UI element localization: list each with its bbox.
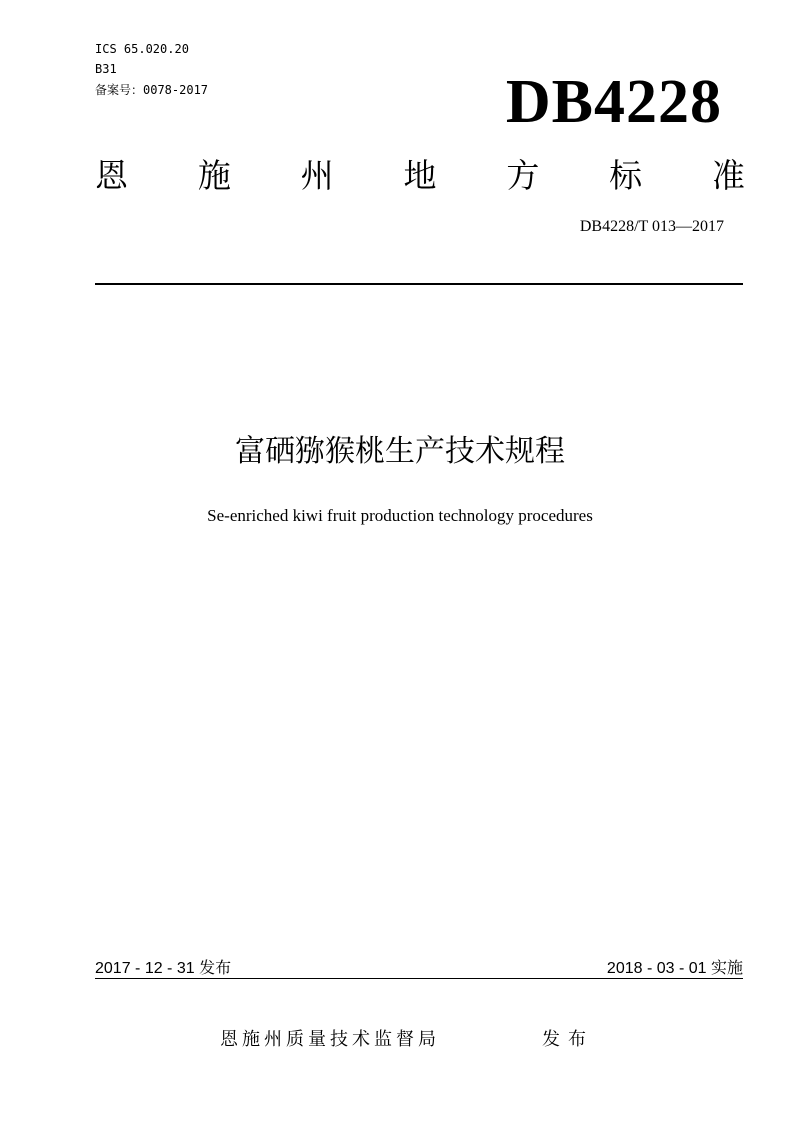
filing-number: 备案号：0078-2017 (95, 83, 209, 97)
standard-number: DB4228/T 013—2017 (579, 218, 724, 235)
standard-type-char: 地 (403, 156, 437, 195)
ccs-code: B31 (95, 62, 117, 76)
implementation-date: 2018 - 03 - 01 实施 (606, 960, 743, 977)
document-title-chinese: 富硒猕猴桃生产技术规程 (235, 434, 565, 469)
standard-code-logo: DB4228 (505, 68, 722, 136)
publisher-name: 恩施州质量技术监督局 (220, 1029, 440, 1050)
standard-type-char: 施 (197, 156, 231, 195)
standard-type-char: 州 (300, 156, 334, 195)
standard-type-char: 恩 (95, 156, 128, 195)
publish-label: 发布 (542, 1029, 594, 1050)
standard-type-heading (95, 154, 745, 198)
ics-code: ICS 65.020.20 (95, 42, 189, 56)
issue-date: 2017 - 12 - 31 发布 (95, 960, 232, 977)
standard-type-char: 标 (609, 156, 643, 195)
top-divider (95, 283, 743, 285)
standard-type-char: 方 (506, 156, 540, 195)
standard-type-char: 准 (711, 156, 745, 195)
document-title-english: Se-enriched kiwi fruit production technology procedures (207, 506, 593, 525)
bottom-divider (95, 978, 743, 979)
